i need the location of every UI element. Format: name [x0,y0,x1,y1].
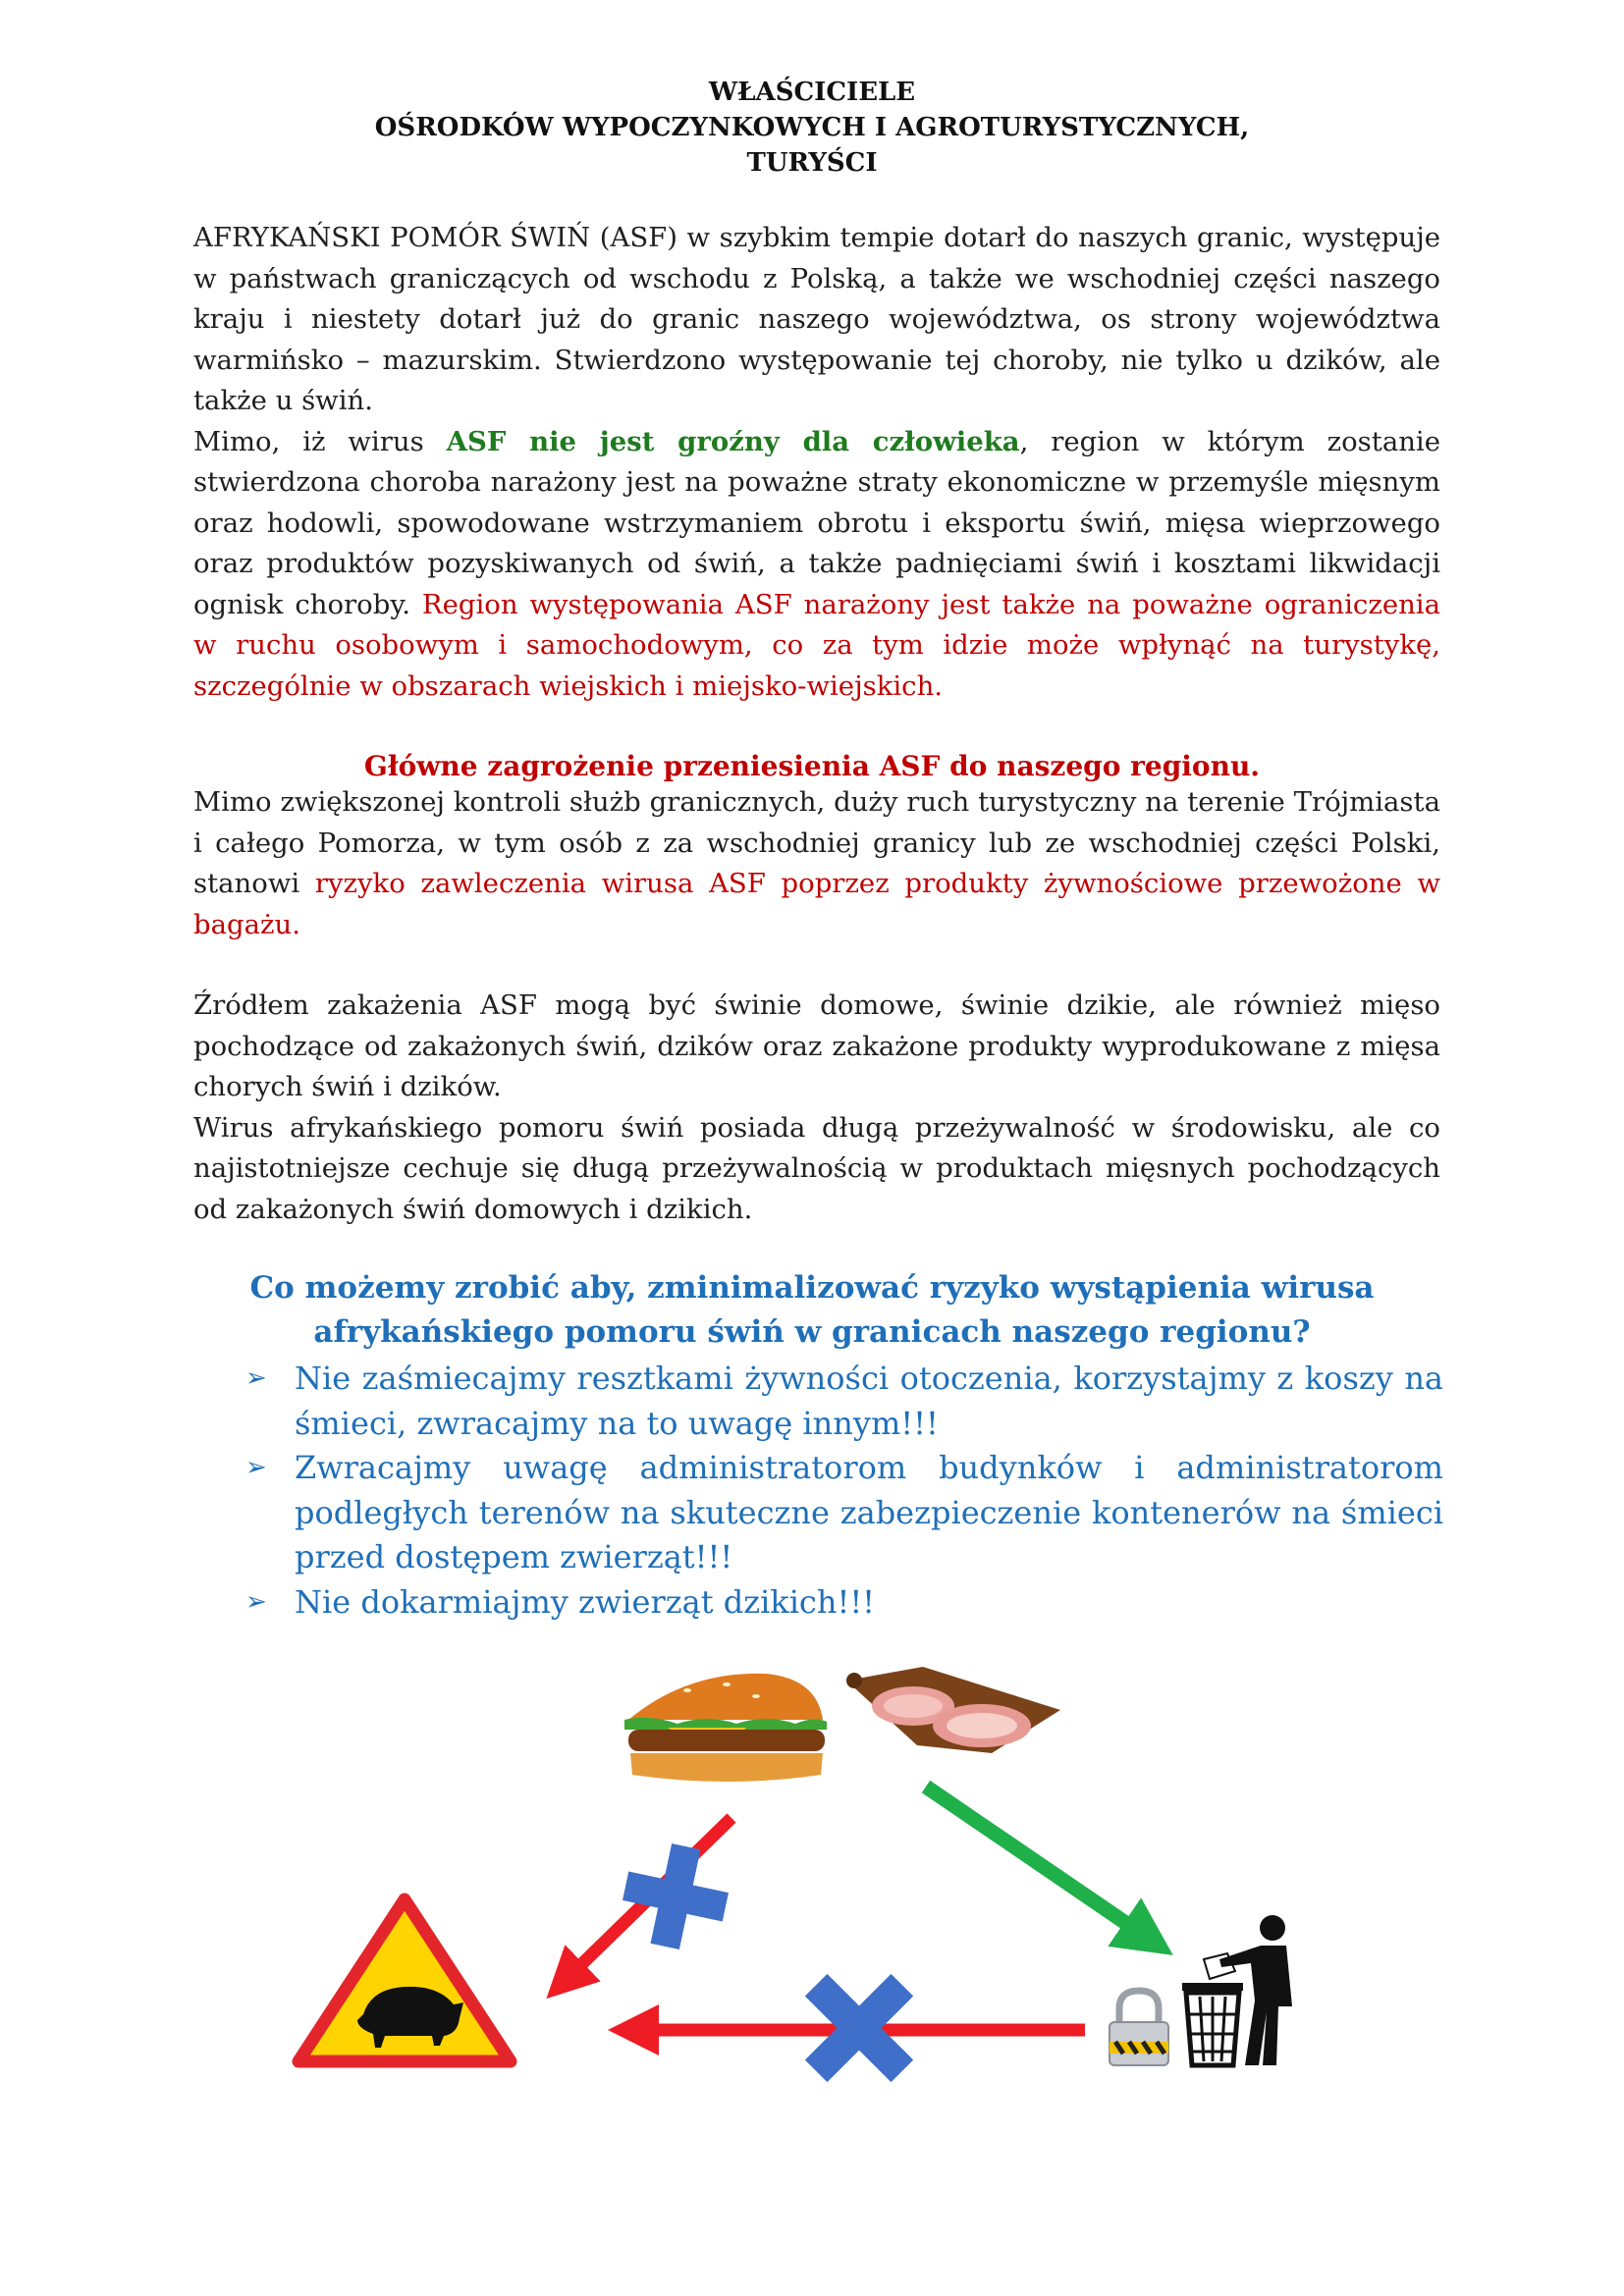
title-line-2: OŚRODKÓW WYPOCZYNKOWYCH I AGROTURYSTYCZNYCH, [374,113,1250,142]
arrow-bullet-icon: ➢ [245,1453,267,1482]
intro-section [193,218,1440,707]
list-item [245,1446,1443,1580]
title-line-1: WŁAŚCICIELE [708,78,916,107]
asf-transmission-illustration [0,1659,1624,2110]
padlock-icon [1110,1991,1168,2065]
threat-heading: Główne zagrożenie przeniesienia ASF do naszego regionu. [363,750,1261,782]
arrow-bullet-icon: ➢ [245,1363,267,1393]
blue-cross-icon [615,1836,735,1956]
intro-paragraph-2 [193,422,1440,708]
threat-section [193,782,1440,945]
burger-icon [624,1674,827,1782]
threat-paragraph [193,782,1440,945]
trash-bin-person-icon [1182,1915,1292,2065]
actions-heading [0,1266,1624,1355]
list-item [245,1357,1443,1446]
meat-board-icon [846,1667,1060,1753]
list-item-text: Nie dokarmiajmy zwierząt dzikich!!! [295,1582,876,1621]
green-arrow [926,1787,1149,1939]
wild-boar-warning-sign-icon [298,1899,511,2061]
list-item-text: Nie zaśmiecajmy resztkami żywności otoczenia, korzystajmy z koszy na śmieci, zwracajmy na to uwagę innym!!! [295,1360,1443,1442]
intro-text: Mimo, iż wirus [193,425,447,457]
region-restrictions-warning: Region występowania ASF narażony jest także na poważne ograniczenia w ruchu osobowym i samochodowym, co za tym idzie może wpłynąć na turystykę, szczególnie w obszarach wiejskich i miejsko-wiejskich. [193,588,1440,702]
actions-list [245,1357,1443,1625]
list-item-text: Zwracajmy uwagę administratorom budynków i administratorom podległych terenów na skuteczne zabezpieczenie kontenerów na śmieci przed dostępem zwierząt!!! [295,1449,1443,1575]
threat-text: Mimo zwiększonej kontroli służb granicznych, duży ruch turystyczny na terenie Trójmiasta i całego Pomorza, w tym osób z za wschodniej granicy lub ze wschodniej części Polski, stanowi [193,786,1440,899]
source-section [193,986,1440,1230]
threat-risk-warning: ryzyko zawleczenia wirusa ASF poprzez produkty żywnościowe przewożone w bagażu. [193,868,1440,940]
not-dangerous-highlight: ASF nie jest groźny dla człowieka [446,425,1020,457]
source-paragraph-2: Wirus afrykańskiego pomoru świń posiada długą przeżywalność w środowisku, ale co najistotniejsze cechuje się długą przeżywalnością w produktach mięsnych pochodzących od zakażonych świń domowych i dzikich. [193,1111,1440,1225]
actions-heading-line-2: afrykańskiego pomoru świń w granicach naszego regionu? [313,1314,1311,1350]
list-item [245,1580,1443,1626]
source-paragraph-1: Źródłem zakażenia ASF mogą być świnie domowe, świnie dzikie, ale również mięso pochodzące od zakażonych świń, dzików oraz zakażone produkty wyprodukowane z mięsa chorych świń i dzików. [193,989,1440,1102]
intro-text-continued: , region w którym zostanie stwierdzona choroba narażony jest na poważne straty ekonomiczne w przemyśle mięsnym oraz hodowli, spowodowane wstrzymaniem obrotu i eksportu świń, mięsa wieprzowego oraz produktów pozyskiwanych od świń, a także padnięciami świń i kosztami likwidacji ognisk choroby. [193,425,1441,620]
document-title [0,75,1624,181]
actions-heading-line-1: Co możemy zrobić aby, zminimalizować ryzyko wystąpienia wirusa [249,1270,1375,1306]
arrow-bullet-icon: ➢ [245,1586,267,1617]
title-line-3: TURYŚCI [746,148,878,178]
intro-paragraph-1: AFRYKAŃSKI POMÓR ŚWIŃ (ASF) w szybkim tempie dotarł do naszych granic, występuje w państwach graniczących od wschodu z Polską, a także we wschodniej części naszego kraju i niestety dotarł już do granic naszego województwa, os strony województwa warmińsko – mazurskim. Stwierdzono występowanie tej choroby, nie tylko u dzików, ale także u świń. [193,222,1440,416]
